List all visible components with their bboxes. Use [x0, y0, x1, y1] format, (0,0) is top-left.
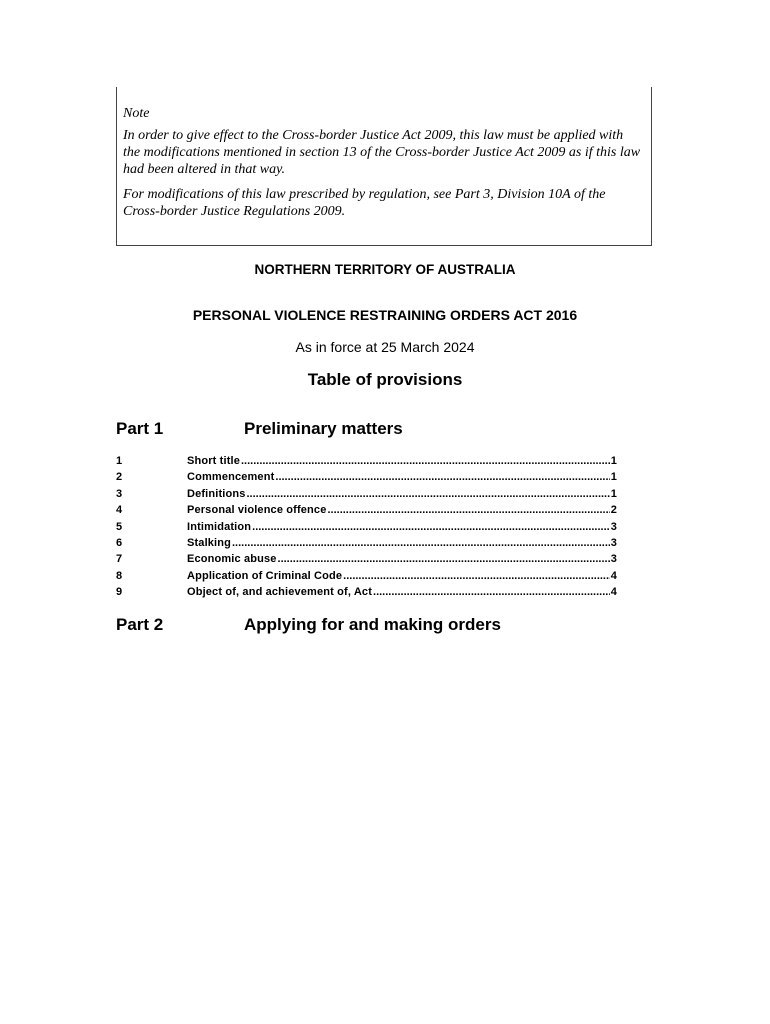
section-title: Commencement: [187, 471, 275, 484]
dot-leader: [246, 486, 609, 502]
toc-entry-economic-abuse[interactable]: [116, 551, 617, 567]
section-number: 3: [116, 487, 123, 500]
dot-leader: [241, 453, 610, 469]
part-title: Applying for and making orders: [244, 615, 501, 634]
toc-section-list: [116, 453, 617, 601]
page-number: 2: [610, 504, 617, 517]
toc-entry-intimidation[interactable]: [116, 519, 617, 535]
section-title: Economic abuse: [187, 553, 277, 566]
dot-leader: [278, 551, 610, 567]
note-text: [123, 105, 643, 228]
page-number: 4: [610, 586, 617, 599]
page-number: 3: [610, 536, 617, 549]
toc-heading: Table of provisions: [307, 370, 463, 389]
page-number: 3: [610, 553, 617, 566]
toc-entry-criminal-code[interactable]: [116, 568, 617, 584]
in-force-date: As in force at 25 March 2024: [295, 339, 475, 355]
section-number: 6: [116, 536, 123, 549]
toc-entry-object-of-act[interactable]: [116, 584, 617, 600]
section-title: Stalking: [187, 536, 231, 549]
part-title: Preliminary matters: [244, 419, 403, 438]
dot-leader: [252, 519, 610, 535]
toc-entry-definitions[interactable]: [116, 486, 617, 502]
toc-entry-personal-violence-offence[interactable]: [116, 502, 617, 518]
section-number: 4: [116, 504, 123, 517]
section-title: Definitions: [187, 487, 246, 500]
note-paragraph-regulations: For modifications of this law prescribed by regulation, see Part 3, Division 10A of the Cross-border Justice Regulations 2009.: [123, 187, 606, 219]
note-box: [116, 87, 652, 246]
section-title: Intimidation: [187, 520, 252, 533]
section-title: Personal violence offence: [187, 504, 327, 517]
dot-leader: [232, 535, 610, 551]
dot-leader: [343, 568, 610, 584]
section-number: 7: [116, 553, 123, 566]
page-number: 4: [610, 569, 617, 582]
part-number: Part 2: [116, 615, 164, 634]
toc-entry-commencement[interactable]: [116, 469, 617, 485]
section-number: 9: [116, 586, 123, 599]
page-number: 3: [610, 520, 617, 533]
section-number: 2: [116, 471, 123, 484]
dot-leader: [275, 469, 609, 485]
page-number: 1: [610, 455, 617, 467]
dot-leader: [327, 502, 609, 518]
note-label: Note: [123, 106, 150, 121]
section-number: 1: [116, 455, 123, 467]
jurisdiction-heading: NORTHERN TERRITORY OF AUSTRALIA: [254, 262, 516, 277]
act-title: PERSONAL VIOLENCE RESTRAINING ORDERS ACT 2016: [192, 307, 578, 323]
page-number: 1: [610, 471, 617, 484]
note-paragraph-cross-border: In order to give effect to the Cross-border Justice Act 2009, this law must be applied with the modifications mentioned in section 13 of the Cross-border Justice Act 2009 as if this law had been altered in that way.: [123, 128, 641, 177]
dot-leader: [373, 584, 610, 600]
section-title: Object of, and achievement of, Act: [187, 586, 373, 599]
page-number: 1: [610, 487, 617, 500]
toc-entry-stalking[interactable]: [116, 535, 617, 551]
section-title: Short title: [187, 455, 240, 467]
part-number: Part 1: [116, 419, 164, 438]
section-title: Application of Criminal Code: [187, 569, 343, 582]
section-number: 8: [116, 569, 123, 582]
toc-entry-short-title[interactable]: [116, 453, 617, 469]
section-number: 5: [116, 520, 123, 533]
